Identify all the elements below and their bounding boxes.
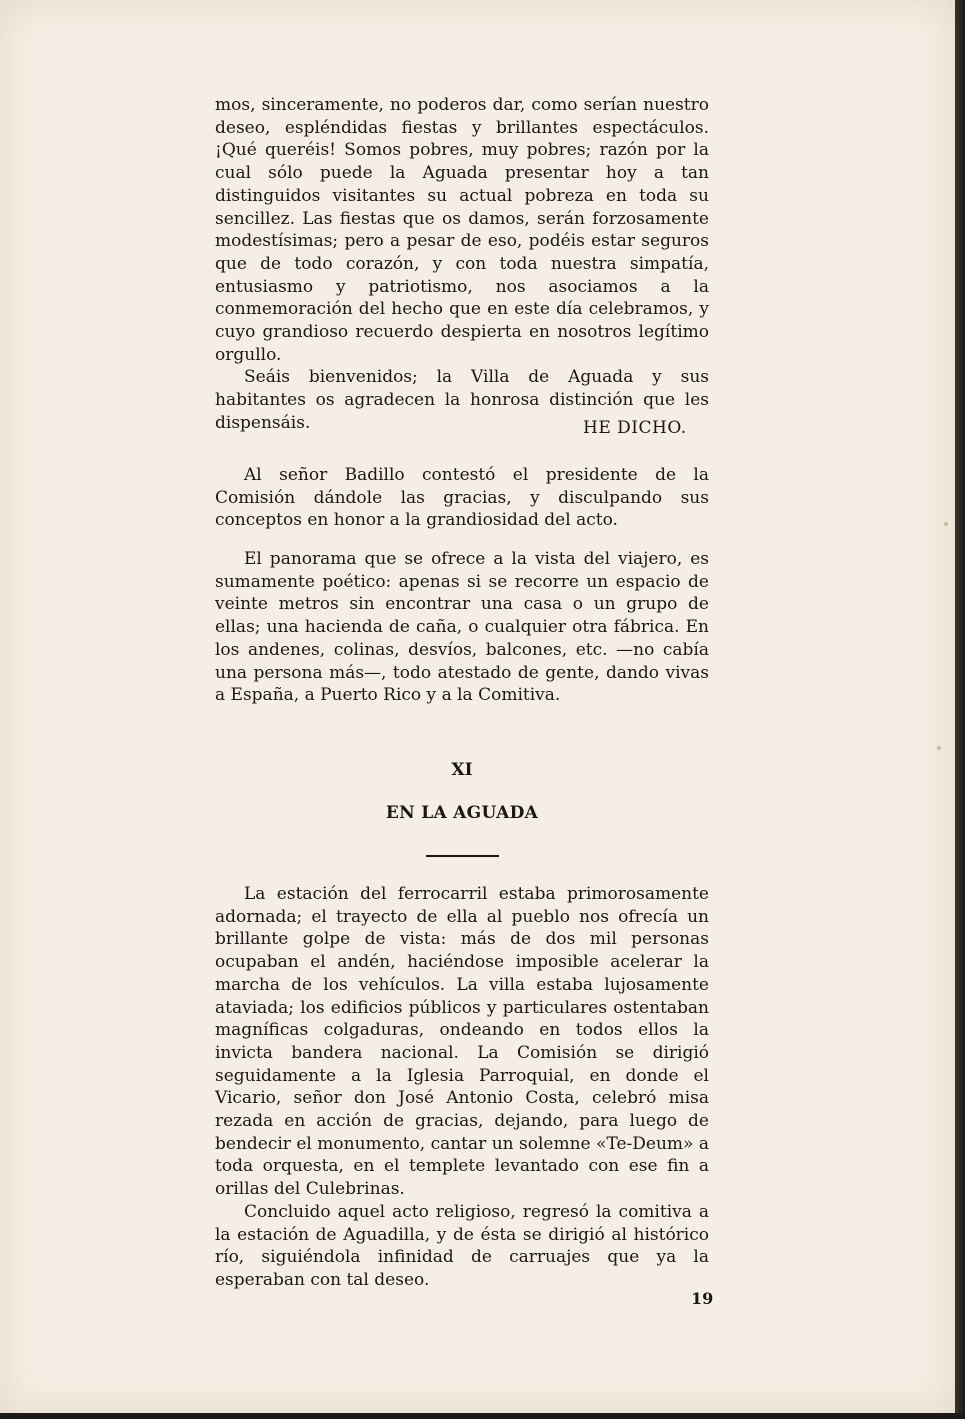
paragraph: Seáis bienvenidos; la Villa de Aguada y sus habitantes os agradecen la honrosa distinción que les dispensáis.: [215, 367, 709, 433]
chapter-divider: [426, 855, 499, 857]
chapter-body-text: [215, 883, 709, 1292]
paragraph: Concluido aquel acto religioso, regresó la comitiva a la estación de Aguadilla, y de ésta se dirigió al histórico río, siguiéndola infinidad de carruajes que ya la esperaban con tal deseo.: [215, 1201, 709, 1290]
paragraph: mos, sinceramente, no poderos dar, como serían nuestro deseo, espléndidas fiestas y brillantes espectáculos. ¡Qué queréis! Somos pobres, muy pobres; razón por la cual sólo puede la Aguada presentar hoy a tan distinguidos visitantes su actual pobreza en toda su sencillez. Las fiestas que os damos, serán forzosamente modestísimas; pero a pesar de eso, podéis estar seguros que de todo corazón, y con toda nuestra simpatía, entusiasmo y patriotismo, nos asociamos a la conmemoración del hecho que en este día celebramos, y cuyo grandioso recuerdo despierta en nosotros legítimo orgullo.: [215, 95, 709, 365]
paragraph: El panorama que se ofrece a la vista del viajero, es sumamente poético: apenas si se recorre un espacio de veinte metros sin encontrar una casa o un grupo de ellas; una hacienda de caña, o cualquier otra fábrica. En los andenes, colinas, desvíos, balcones, etc. —no cabía una persona más—, todo atestado de gente, dando vivas a España, a Puerto Rico y a la Comitiva.: [215, 549, 709, 706]
paper-speck: [937, 746, 941, 750]
page-edge-shadow: [0, 1413, 965, 1419]
reply-text: [215, 464, 709, 532]
page-number: 19: [691, 1289, 714, 1308]
chapter-title: EN LA AGUADA: [385, 803, 539, 823]
speech-closing-text: [215, 94, 709, 435]
paragraph: La estación del ferrocarril estaba primorosamente adornada; el trayecto de ella al pueblo nos ofrecía un brillante golpe de vista: más de dos mil personas ocupaban el andén, haciéndose imposible acelerar la marcha de los vehículos. La villa estaba lujosamente ataviada; los edificios públicos y particulares ostentaban magníficas colgaduras, ondeando en todos ellos la invicta bandera nacional. La Comisión se dirigió seguidamente a la Iglesia Parroquial, en donde el Vicario, señor don José Antonio Costa, celebró misa rezada en acción de gracias, dejando, para luego de bendecir el monumento, cantar un solemne «Te-Deum» a toda orquesta, en el templete levantado con ese fin a orillas del Culebrinas.: [215, 884, 709, 1200]
panorama-text: [215, 548, 709, 707]
chapter-number: XI: [451, 760, 473, 780]
page-edge-shadow: [955, 0, 965, 1419]
paragraph: Al señor Badillo contestó el presidente de la Comisión dándole las gracias, y disculpando sus conceptos en honor a la grandiosidad del acto.: [215, 465, 709, 531]
speech-signature: HE DICHO.: [583, 418, 687, 438]
paper-speck: [944, 522, 948, 526]
